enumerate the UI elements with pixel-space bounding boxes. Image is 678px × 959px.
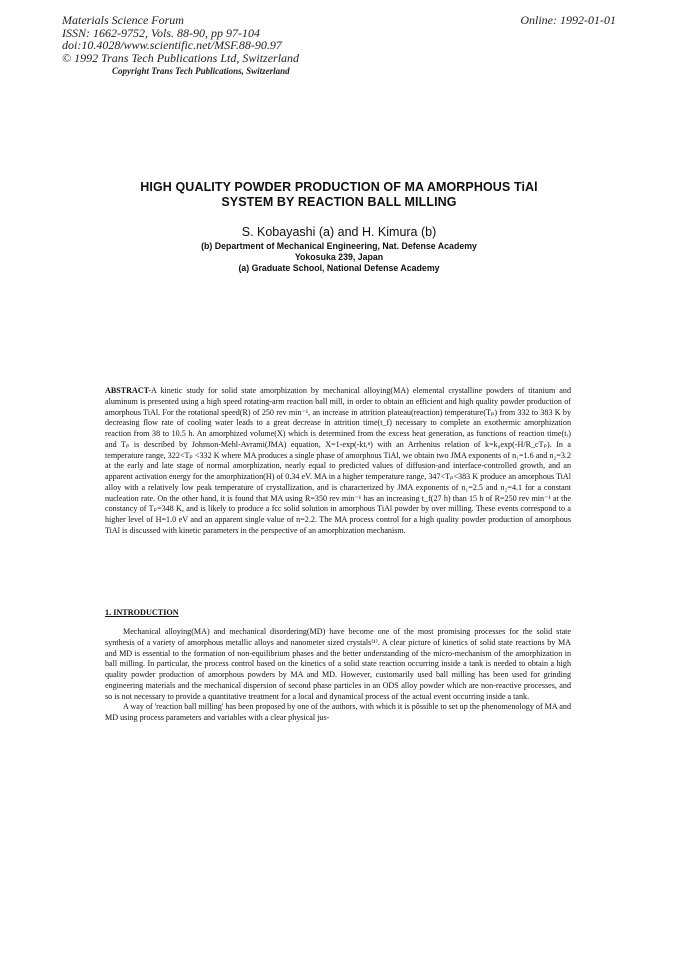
abstract-label: ABSTRACT- [105,386,152,395]
title-line-1: HIGH QUALITY POWDER PRODUCTION OF MA AMORPHOUS TiAl [140,180,538,194]
abstract [105,386,571,537]
online-date: Online: 1992-01-01 [520,13,616,27]
paper-title [60,180,618,210]
intro-paragraph-2: A way of 'reaction ball milling' has been proposed by one of the authors, with which it is pôssible to set up the phenomenology of MA and MD using process parameters and variables with a clear physical jus- [105,702,571,722]
journal-doi: doi:10.4028/www.scientific.net/MSF.88-90.97 [62,38,282,52]
affiliation-address: Yokosuka 239, Japan [294,252,384,262]
journal-name: Materials Science Forum [62,13,184,27]
section-heading-introduction: 1. INTRODUCTION [105,608,179,617]
journal-copyright: © 1992 Trans Tech Publications Ltd, Switzerland [62,50,300,65]
journal-issn: ISSN: 1662-9752, Vols. 88-90, pp 97-104 [62,25,260,40]
intro-paragraph-1: Mechanical alloying(MA) and mechanical disordering(MD) have become one of the most promising processes for the solid state synthesis of a variety of amorphous metallic alloys and nanometer sized crystals⁽¹⁾. A clear picture of kinetics of solid state reactions by MA and MD is essential to the formation of non-equilibrium phases and the better understanding of the micro-mechanism of the amorphization in ball milling. In particular, the process control based on the kinetics of a solid state reaction occurring inside a tank is needed to obtain a high quality powder production of amorphous powders by MA and MD. However, customarily used ball milling has been used for grinding engineering materials and the mechanical dispersion of second phase particles in an ODS alloy powder which are non-reactive processes, and so is not necessary to provide a quantitative treatment for a local and dynamical process of the actual event occurring inside a tank. [105,627,571,701]
title-line-2: SYSTEM BY REACTION BALL MILLING [221,195,457,209]
authors: S. Kobayashi (a) and H. Kimura (b) [241,225,437,239]
affiliation-a: (a) Graduate School, National Defense Academy [238,263,440,273]
abstract-text: A kinetic study for solid state amorphization by mechanical alloying(MA) elemental crystalline powders of titanium and aluminum is presented using a high speed rotating-arm reaction ball mill, in order to obtain an efficient and high quality powder production of amorphous TiAl. For the rotational speed(R) of 250 rev min⁻¹, an increase in attrition plateau(reaction) temperature(Tₚ) from 332 to 383 K by decreasing flow rate of cooling water leads to a great decrease in attrition time(t_f) necessary to complete an exothermic amorphization reaction from 38 to 10.5 h. An amorphized volume(X) which is determined from the excess heat generation, as functions of reaction time(tᵣ) and Tₚ is described by Johnson-Mehl-Avrami(JMA) equation, X=1-exp(-ktᵣⁿ) with an Arrhenius relation of k=k₀exp(-H/R_cTₚ). In a temperature range, 322<Tₚ <332 K where MA produces a single phase of amorphous TiAl, we obtain two JMA exponents of n₁=1.6 and n₂=3.2 at the early and late stage of normal amorphization, nearly equal to predicted values of diffusion-and interface-controlled growth, and an apparent activation energy for the amorphization(H) of 0.34 eV. MA in a higher temperature range, 347<Tₚ<383 K produce an amorphous TiAl alloy with a relatively low peak temperature of crystallization, and is characterized by JMA exponents of n₁=2.5 and n₂=4.1 for a constant nucleation rate. On the other hand, it is found that MA using R=350 rev min⁻¹ has an increasing t_f(27 h) than 15 h of R=250 rev min⁻¹ at the constancy of Tₚ=348 K, and is likely to produce a fcc solid solution in amorphous TiAl powder by over milling. These events correspond to a higher level of H=1.0 eV and an apparent single value of n=2.2. The MA process control for a high quality powder production of amorphous TiAl is discussed with kinetic parameters in the perspective of an amorphization mechanism. [105,386,571,535]
introduction [105,627,571,724]
affiliation-b: (b) Department of Mechanical Engineering, Nat. Defense Academy [201,241,477,251]
affiliations [60,241,618,274]
journal-header [62,14,299,64]
copyright-note: Copyright Trans Tech Publications, Switzerland [112,66,290,76]
